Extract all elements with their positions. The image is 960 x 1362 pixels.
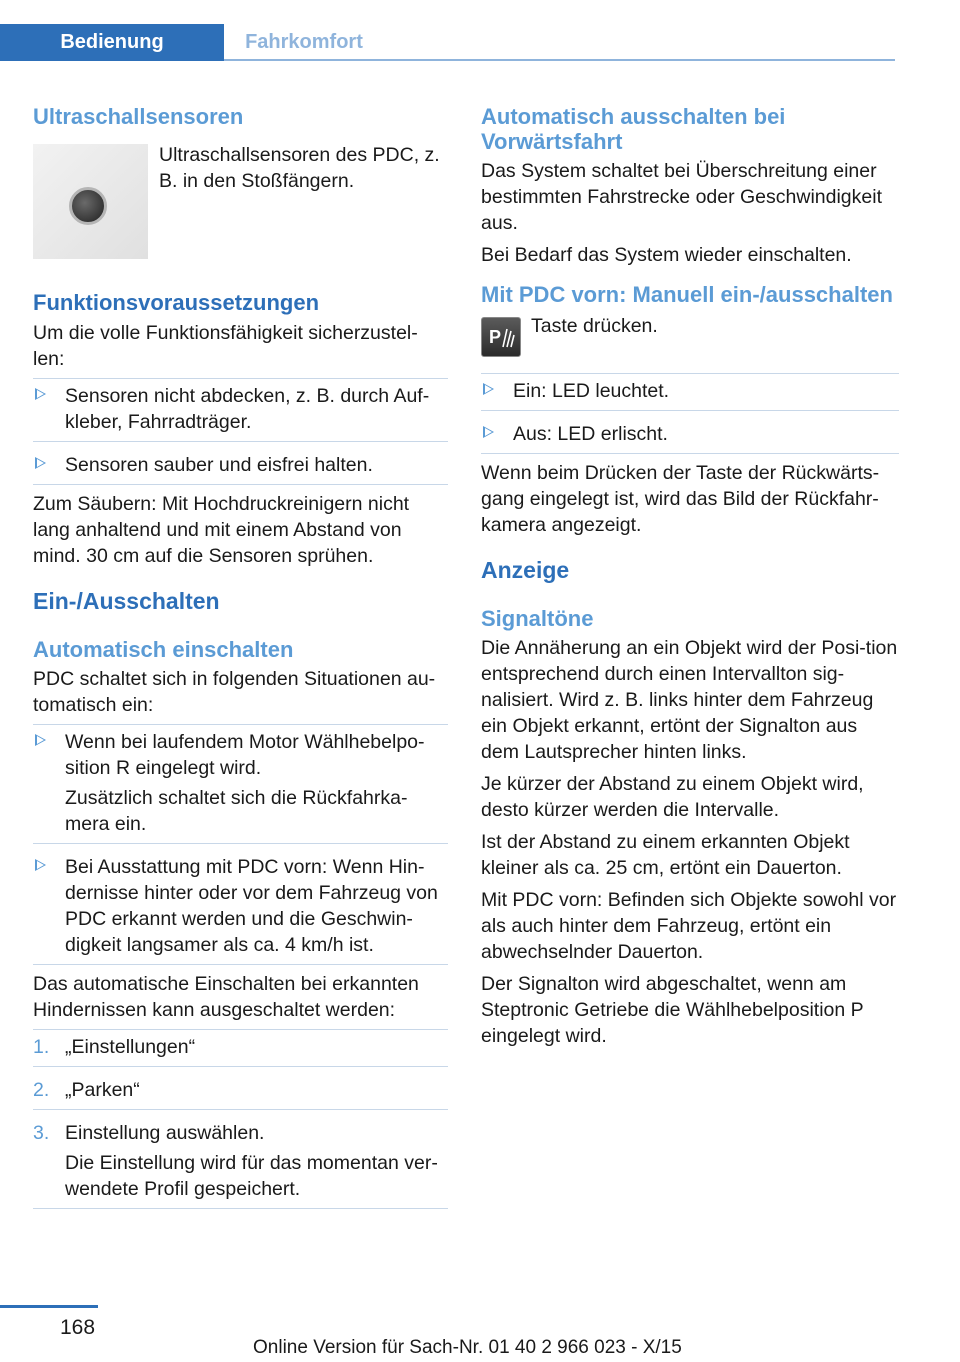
funktion-bullet-list — [33, 378, 448, 485]
funktion-heading: Funktionsvoraussetzungen — [33, 290, 320, 315]
signal-paragraph-5: Der Signalton wird abgeschaltet, wenn am Steptronic Getriebe die Wählhebelposition P eingelegt wird. — [481, 973, 864, 1047]
ultrasonic-sensor-icon — [69, 187, 107, 225]
signal-paragraph-2: Je kürzer der Abstand zu einem Objekt wird, desto kürzer werden die Intervalle. — [481, 773, 864, 821]
step-text: „Einstellungen“ — [65, 1036, 196, 1058]
ultraschall-section — [33, 100, 448, 250]
page-number: 168 — [60, 1316, 96, 1339]
list-item — [33, 379, 448, 442]
list-item — [33, 1073, 448, 1110]
ein-aus-heading: Ein-/Ausschalten — [33, 588, 220, 614]
signal-paragraph-3: Ist der Abstand zu einem erkannten Objekt kleiner als ca. 25 cm, ertönt ein Dauerton. — [481, 831, 850, 879]
header-tabs — [0, 24, 895, 61]
vorwaerts-text-2: Bei Bedarf das System wieder einschalten. — [481, 244, 852, 266]
taste-text: Taste drücken. — [531, 315, 658, 337]
left-column — [33, 100, 448, 1215]
parking-sensor-glyph — [485, 321, 517, 353]
bullet-text: Sensoren nicht abdecken, z. B. durch Auf‐kleber, Fahrradträger. — [65, 385, 430, 433]
footer-online-version: Online Version für Sach-Nr. 01 40 2 966 023 - X/15 — [253, 1337, 682, 1358]
triangle-bullet-icon — [483, 383, 494, 395]
tab-underline — [224, 59, 895, 61]
triangle-bullet-icon — [35, 457, 46, 469]
bullet-text: Wenn bei laufendem Motor Wählhebelpo‐sition R eingelegt wird. — [65, 731, 425, 779]
step-number: 1. — [33, 1036, 50, 1058]
list-item — [33, 850, 448, 965]
auto-ein-text: PDC schaltet sich in folgenden Situationen au‐tomatisch ein: — [33, 668, 436, 716]
footer-accent-line — [0, 1305, 98, 1308]
bullet-text: Bei Ausstattung mit PDC vorn: Wenn Hin‐dernisse hinter oder vor dem Fahrzeug von PDC erkannt werden und die Geschwin‐digkeit langsamer als ca. 4 km/h ist. — [65, 856, 438, 956]
funktion-text: Um die volle Funktionsfähigkeit sicherzustel‐len: — [33, 322, 418, 370]
list-item — [33, 1030, 448, 1067]
right-column — [481, 100, 899, 1055]
rueckwaerts-text: Wenn beim Drücken der Taste der Rückwärts‐gang eingelegt ist, wird das Bild der Rückfahr‐kamera angezeigt. — [481, 462, 880, 536]
bullet-text: Sensoren sauber und eisfrei halten. — [65, 454, 373, 476]
manuell-bullet-list — [481, 373, 899, 454]
tab-fahrkomfort[interactable]: Fahrkomfort — [245, 31, 363, 53]
auto-ein-bullet-list — [33, 724, 448, 965]
list-item — [481, 374, 899, 411]
step-text: „Parken“ — [65, 1079, 140, 1101]
list-item — [33, 725, 448, 844]
anzeige-heading: Anzeige — [481, 557, 570, 583]
vorwaerts-text-1: Das System schaltet bei Überschreitung einer bestimmten Fahrstrecke oder Geschwindigkeit aus. — [481, 160, 882, 234]
signal-paragraph-1: Die Annäherung an ein Objekt wird der Posi‐tion entsprechend durch einen Intervallton sig‐nalisiert. Wird z. B. links hinter dem Fahrzeug ein Objekt erkannt, ertönt der Signalton aus dem Lautsprecher hinten links. — [481, 637, 898, 763]
triangle-bullet-icon — [35, 734, 46, 746]
taste-row — [481, 313, 899, 367]
saeubern-text: Zum Säubern: Mit Hochdruckreinigern nicht lang anhaltend und mit einem Abstand von mind. 30 cm auf die Sensoren sprühen. — [33, 493, 410, 567]
manuell-heading: Mit PDC vorn: Manuell ein-/ausschalten — [481, 282, 893, 307]
list-item — [33, 1116, 448, 1209]
triangle-bullet-icon — [35, 859, 46, 871]
triangle-bullet-icon — [35, 388, 46, 400]
triangle-bullet-icon — [483, 426, 494, 438]
auto-ein-heading: Automatisch einschalten — [33, 637, 294, 662]
bullet-text: Aus: LED erlischt. — [513, 423, 668, 445]
sensor-image — [33, 144, 148, 259]
signal-paragraph-4: Mit PDC vorn: Befinden sich Objekte sowohl vor als auch hinter dem Fahrzeug, ertönt ein abwechselnder Dauerton. — [481, 889, 897, 963]
svg-text:P: P — [489, 327, 502, 347]
bullet-text: Ein: LED leuchtet. — [513, 380, 670, 402]
ultraschall-text: Ultraschallsensoren des PDC, z. B. in den Stoßfängern. — [159, 144, 440, 192]
signal-heading: Signaltöne — [481, 606, 594, 631]
pdc-button-icon — [481, 317, 521, 357]
step-number: 2. — [33, 1079, 50, 1101]
list-item — [481, 417, 899, 454]
vorwaerts-heading: Automatisch ausschalten bei Vorwärtsfahrt — [481, 104, 786, 154]
steps-list — [33, 1029, 448, 1209]
step-text: Einstellung auswählen. — [65, 1122, 265, 1144]
tab-bedienung[interactable]: Bedienung — [0, 24, 224, 61]
step-subtext: Die Einstellung wird für das momentan ver‐wendete Profil gespeichert. — [65, 1152, 438, 1200]
deaktiv-text: Das automatische Einschalten bei erkannten Hindernissen kann ausgeschaltet werden: — [33, 973, 419, 1021]
list-item — [33, 448, 448, 485]
ultraschall-heading: Ultraschallsensoren — [33, 104, 244, 129]
bullet-subtext: Zusätzlich schaltet sich die Rückfahrka‐mera ein. — [65, 787, 408, 835]
step-number: 3. — [33, 1122, 50, 1144]
